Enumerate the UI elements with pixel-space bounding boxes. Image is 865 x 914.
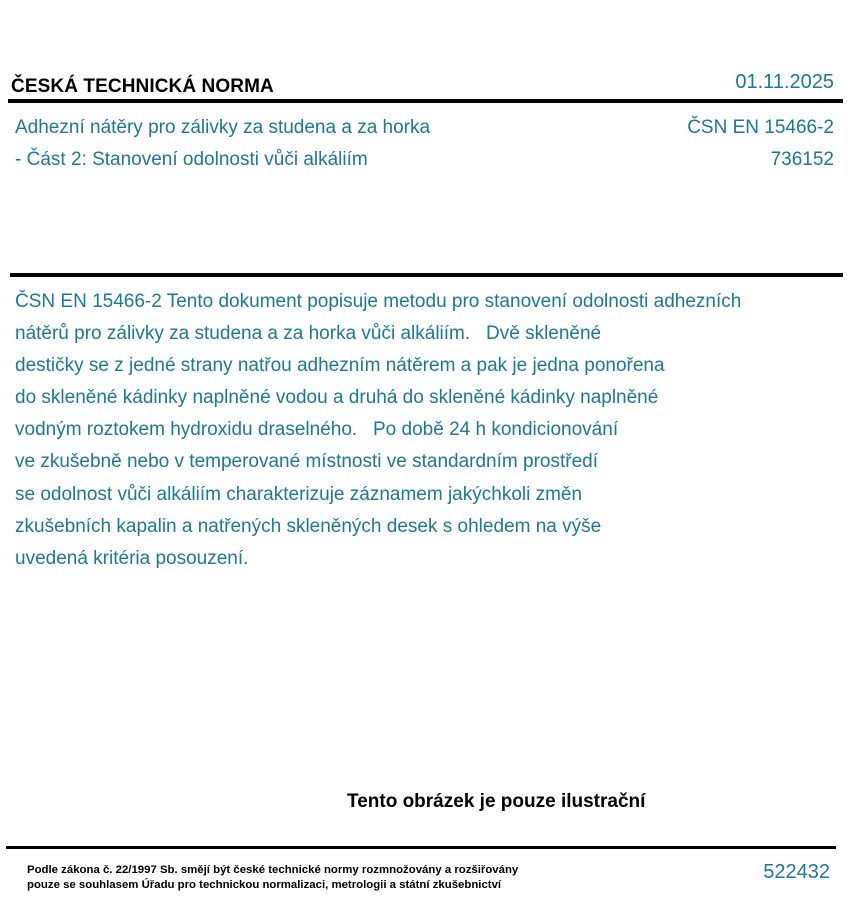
abstract-line: zkušebních kapalin a natřených skleněných desek s ohledem na výše	[15, 515, 602, 537]
abstract-line: se odolnost vůči alkáliím charakterizuje záznamem jakýchkoli změn	[15, 483, 583, 505]
document-title-line-1: Adhezní nátěry pro zálivky za studena a za horka	[15, 117, 431, 138]
legal-notice-line-1: Podle zákona č. 22/1997 Sb. smějí být české technické normy rozmnožovány a rozšiřovány	[27, 864, 519, 876]
publication-date: 01.11.2025	[735, 71, 834, 93]
illustration-note: Tento obrázek je pouze ilustrační	[347, 791, 646, 812]
section-divider	[10, 273, 843, 277]
abstract-line: nátěrů pro zálivky za studena a za horka vůči alkáliím. Dvě skleněné	[15, 323, 602, 345]
abstract-line: vodným roztokem hydroxidu draselného. Po době 24 h kondicionování	[15, 419, 619, 441]
abstract-line: destičky se z jedné strany natřou adhezním nátěrem a pak je jedna ponořena	[15, 355, 665, 377]
document-number: 522432	[763, 861, 830, 883]
abstract-line: uvedená kritéria posouzení.	[15, 547, 249, 569]
standard-code: ČSN EN 15466-2	[687, 117, 834, 138]
legal-notice-line-2: pouze se souhlasem Úřadu pro technickou normalizaci, metrologii a státní zkušebnictví	[27, 879, 502, 891]
page-heading: ČESKÁ TECHNICKÁ NORMA	[11, 76, 274, 97]
header-divider	[8, 99, 843, 103]
document-title-line-2: - Část 2: Stanovení odolnosti vůči alkáliím	[15, 149, 368, 170]
abstract-line: ve zkušebně nebo v temperované místnosti ve standardním prostředí	[15, 451, 598, 473]
abstract-line: do skleněné kádinky naplněné vodou a druhá do skleněné kádinky naplněné	[15, 387, 659, 409]
catalog-number: 736152	[770, 149, 834, 170]
abstract-text	[15, 286, 850, 575]
footer-divider	[6, 846, 836, 849]
abstract-line: ČSN EN 15466-2 Tento dokument popisuje metodu pro stanovení odolnosti adhezních	[15, 291, 742, 312]
